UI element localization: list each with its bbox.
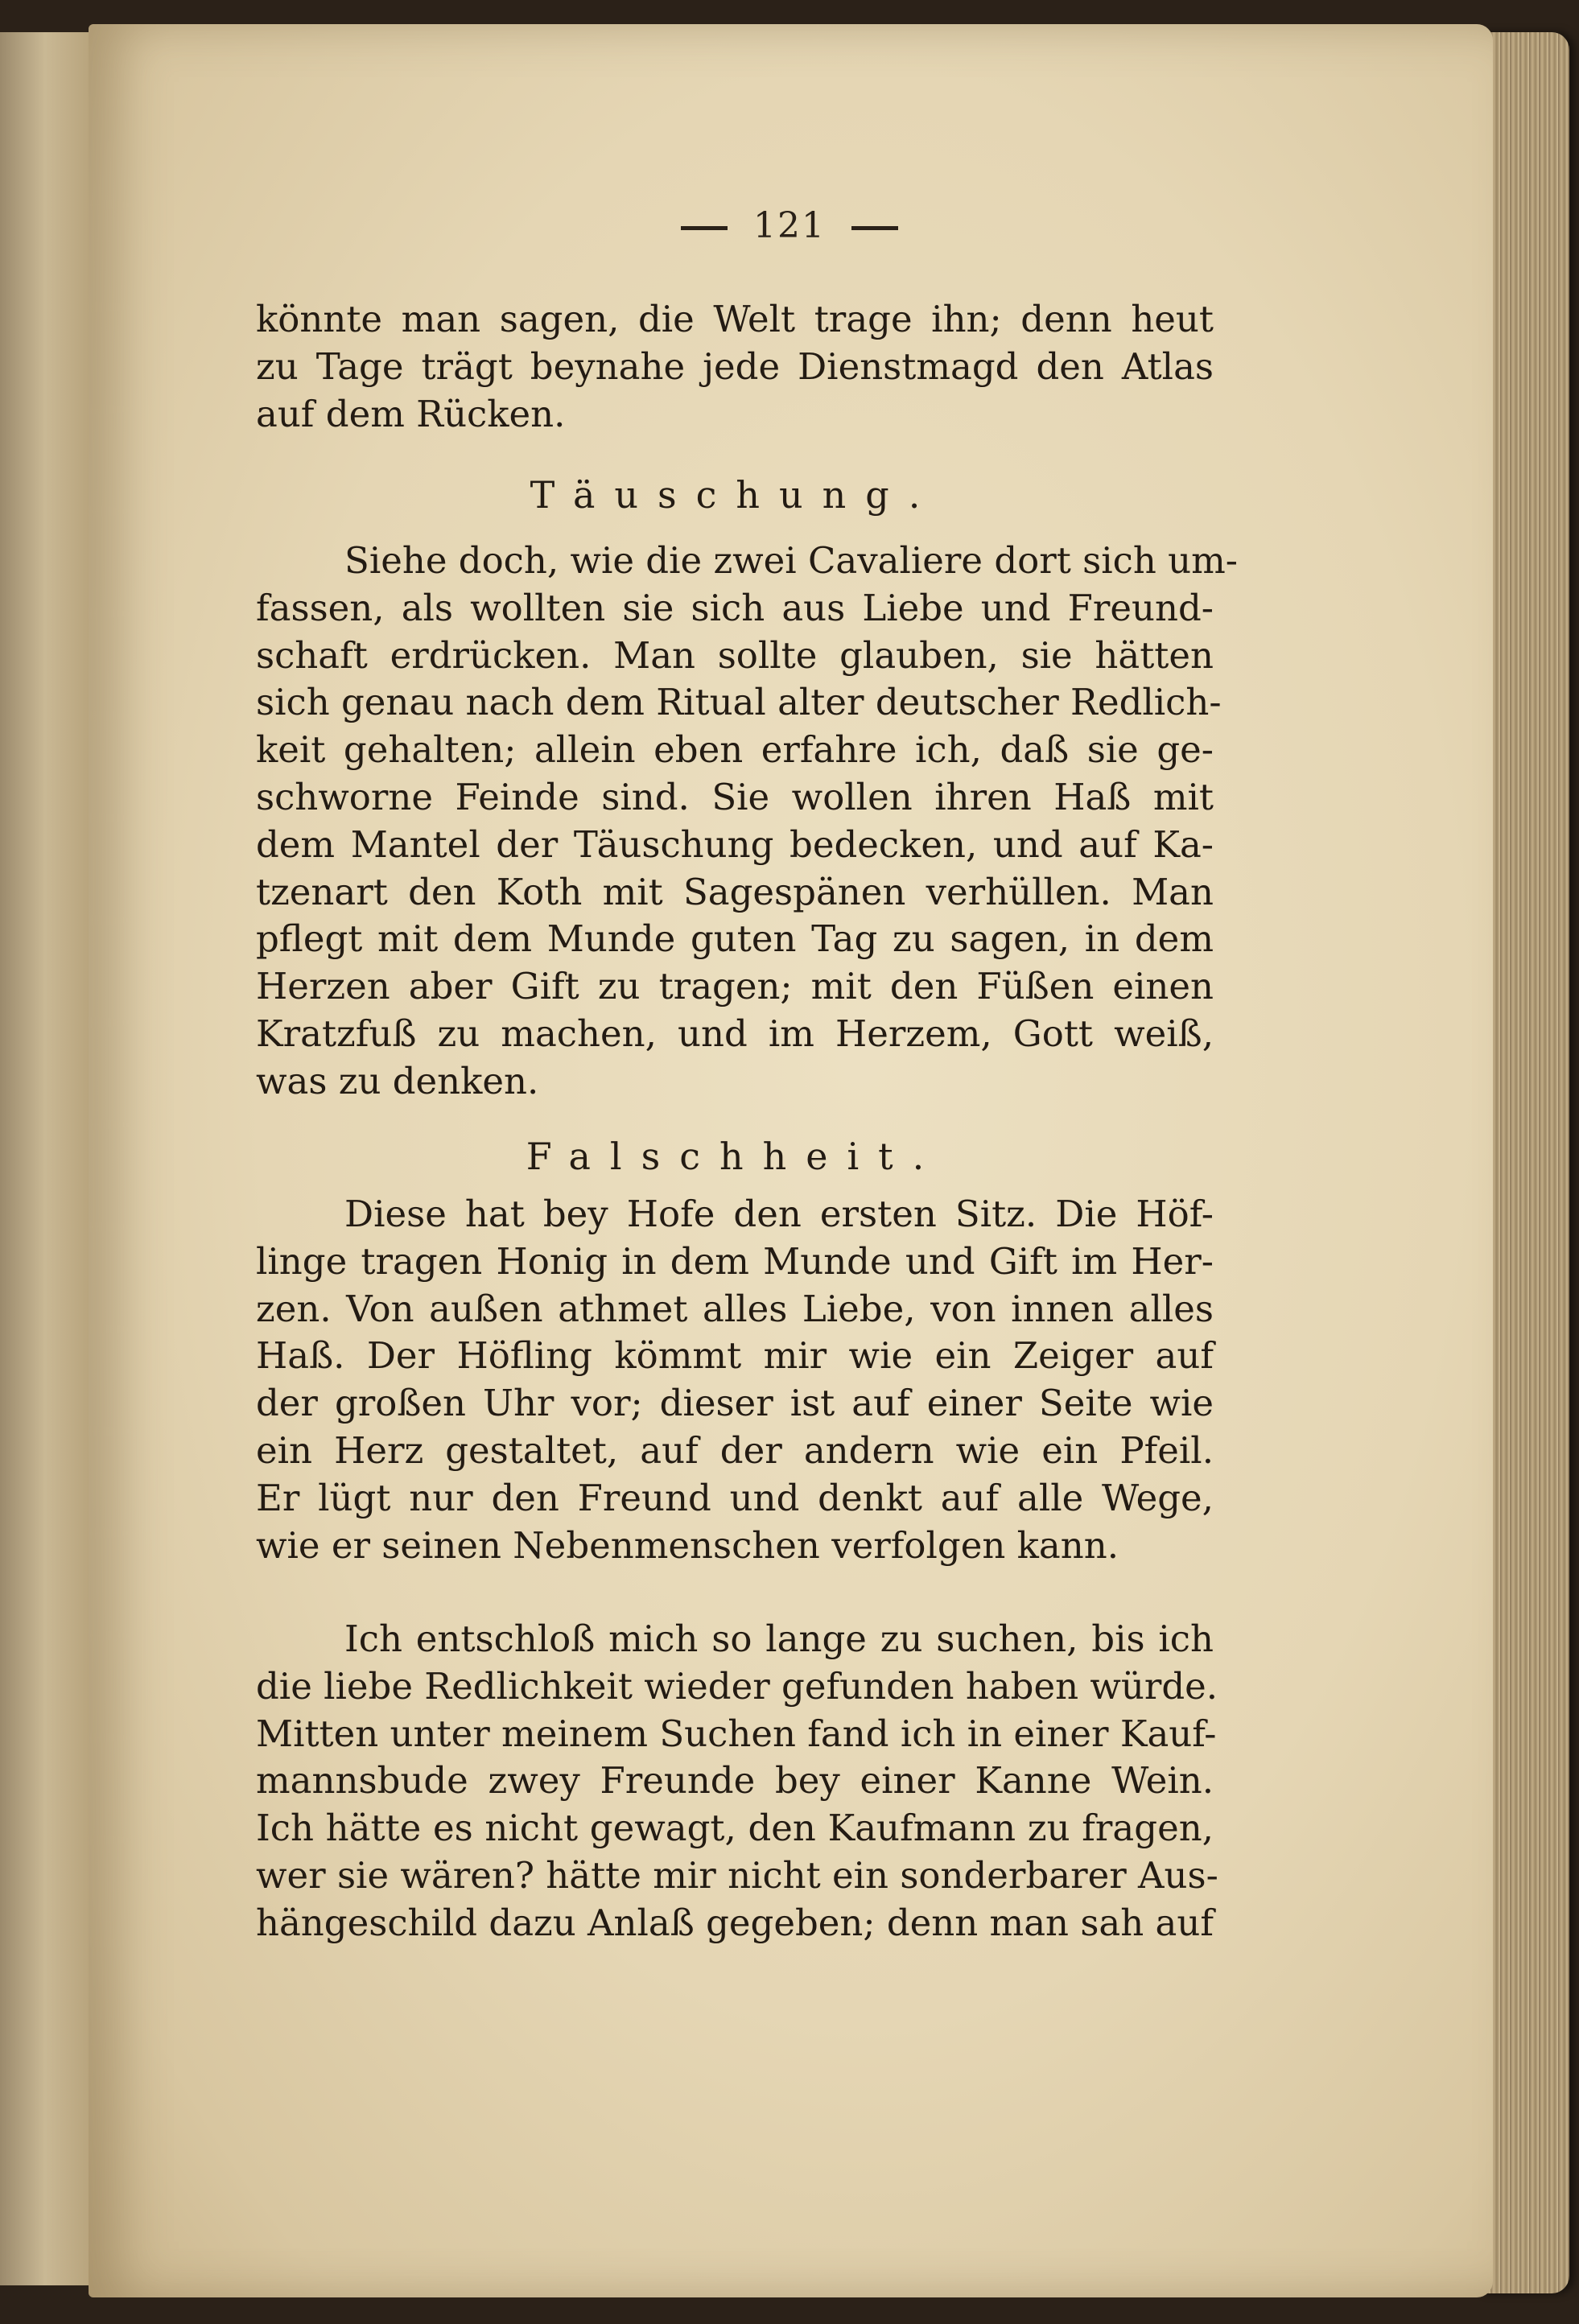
text-line: Kratzfuß zu machen, und im Herzem, Gott weiß, — [256, 1012, 1214, 1055]
text-line: wie er seinen Nebenmenschen verfolgen kann. — [256, 1523, 1119, 1567]
text-block-1 — [256, 296, 1214, 438]
text-line: dem Mantel der Täuschung bedecken, und auf Ka- — [256, 822, 1214, 866]
text-block-2 — [256, 538, 1238, 1106]
text-line: wer sie wären? hätte mir nicht ein sonderbarer Aus- — [256, 1853, 1218, 1897]
text-line: keit gehalten; allein eben erfahre ich, daß sie ge- — [256, 728, 1214, 772]
text-line: der großen Uhr vor; dieser ist auf einer Seite wie — [256, 1382, 1214, 1425]
header-dash-left — [681, 226, 728, 230]
section-heading-falschheit: Falschheit. — [526, 1135, 944, 1178]
text-line: zu Tage trägt beynahe jede Dienstmagd den Atlas — [256, 344, 1214, 388]
text-line: Ich hätte es nicht gewagt, den Kaufmann zu fragen, — [256, 1807, 1214, 1850]
page-stack-edge — [1481, 32, 1569, 2293]
text-line: Diese hat bey Hofe den ersten Sitz. Die Höf- — [344, 1193, 1214, 1235]
text-line: könnte man sagen, die Welt trage ihn; denn heut — [256, 298, 1214, 340]
text-line: fassen, als wollten sie sich aus Liebe und Freund- — [256, 586, 1214, 629]
header-dash-right — [851, 226, 898, 230]
text-line: mannsbude zwey Freunde bey einer Kanne Wein. — [256, 1759, 1214, 1803]
text-line: linge tragen Honig in dem Munde und Gift im Her- — [256, 1239, 1214, 1283]
text-line: schworne Feinde sind. Sie wollen ihren Haß mit — [256, 775, 1214, 818]
section-heading-taeuschung: Täuschung. — [530, 473, 940, 517]
text-line: was zu denken. — [256, 1059, 539, 1102]
text-line: tzenart den Koth mit Sagespänen verhüllen. Man — [256, 870, 1214, 913]
text-line: Ich entschloß mich so lange zu suchen, bis ich — [344, 1617, 1214, 1660]
text-block-4 — [256, 1616, 1218, 1947]
text-line: hängeschild dazu Anlaß gegeben; denn man sah auf — [256, 1901, 1214, 1944]
text-line: zen. Von außen athmet alles Liebe, von innen alles — [256, 1287, 1214, 1330]
text-line: schaft erdrücken. Man sollte glauben, sie hätten — [256, 633, 1214, 677]
text-line: Mitten unter meinem Suchen fand ich in einer Kauf- — [256, 1712, 1217, 1755]
text-line: auf dem Rücken. — [256, 392, 566, 435]
text-line: Herzen aber Gift zu tragen; mit den Füßen einen — [256, 965, 1214, 1008]
text-line: ein Herz gestaltet, auf der andern wie ein Pfeil. — [256, 1428, 1214, 1472]
text-line: pflegt mit dem Munde guten Tag zu sagen, in dem — [256, 917, 1214, 961]
text-line: sich genau nach dem Ritual alter deutscher Redlich- — [256, 681, 1222, 724]
text-line: Haß. Der Höfling kömmt mir wie ein Zeiger auf — [256, 1334, 1214, 1378]
page-number: 121 — [753, 205, 826, 246]
text-line: Er lügt nur den Freund und denkt auf alle Wege, — [256, 1476, 1214, 1519]
text-block-3 — [256, 1191, 1214, 1569]
text-line: Siehe doch, wie die zwei Cavaliere dort sich um- — [344, 539, 1238, 582]
text-line: die liebe Redlichkeit wieder gefunden haben würde. — [256, 1664, 1218, 1708]
page-header — [0, 205, 1579, 246]
